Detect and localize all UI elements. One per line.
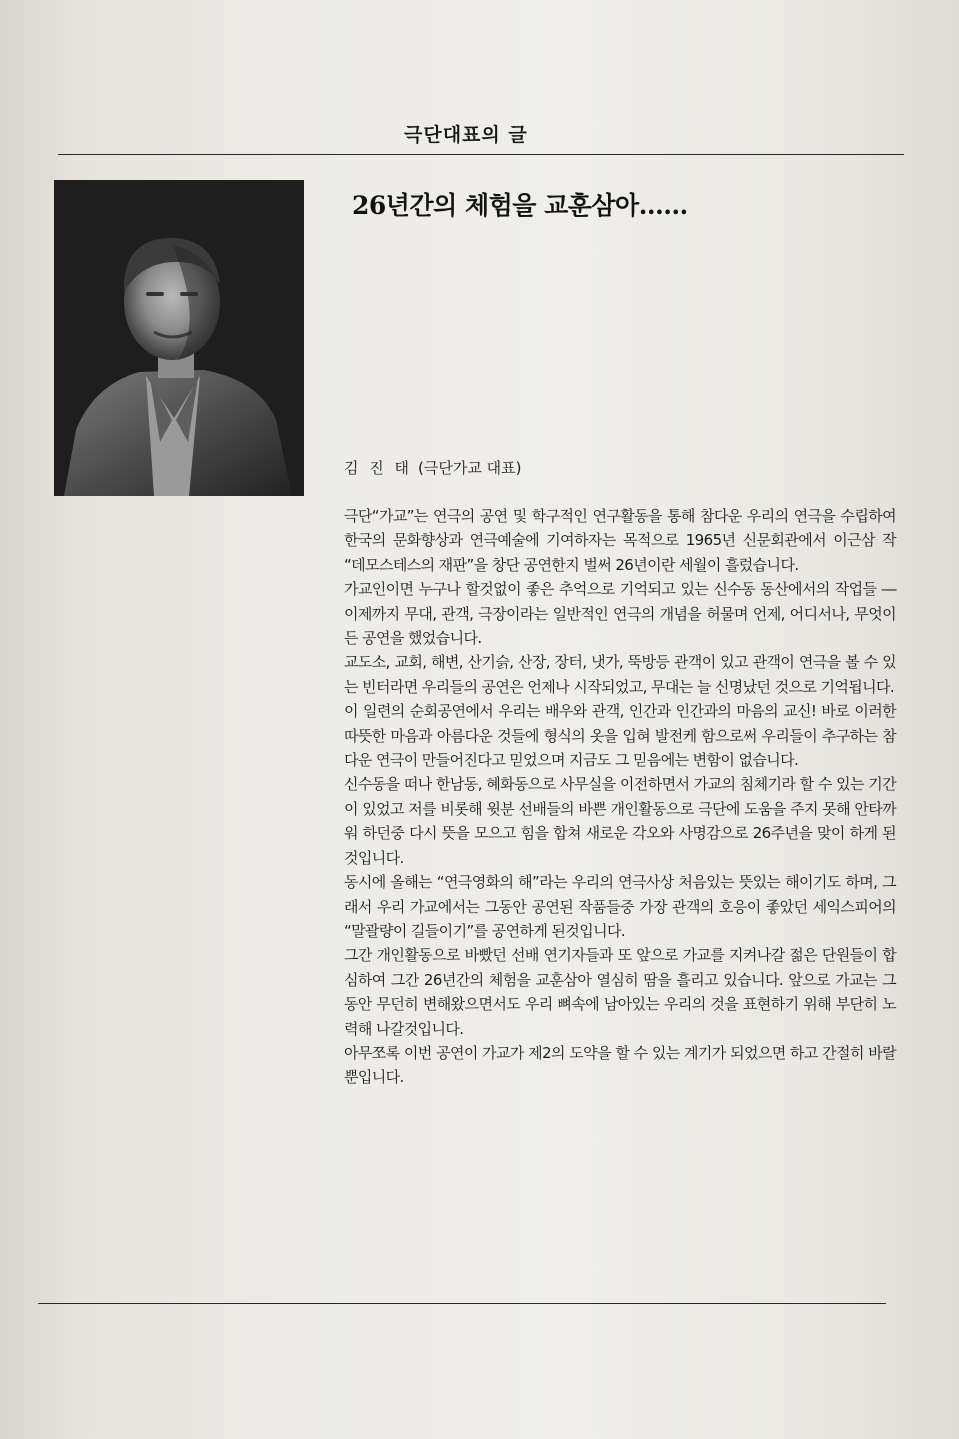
paragraph: 그간 개인활동으로 바빴던 선배 연기자들과 또 앞으로 가교를 지켜나갈 젊은 단원들이 합심하여 그간 26년간의 체험을 교훈삼아 열심히 땀을 흘리고 있습니다. 앞으로 가교는 그동안 무던히 변해왔으면서도 우리 뼈속에 남아있는 우리의 것을 표현하기 위해 부단히 노력해 나갈것입니다. [344, 946, 896, 1038]
section-label: 극단대표의 글 [404, 124, 528, 146]
paragraph: 동시에 올해는 “연극영화의 해”라는 우리의 연극사상 처음있는 뜻있는 해이기도 하며, 그래서 우리 가교에서는 그동안 공연된 작품들중 가장 관객의 호응이 좋았던 세익스피어의 “말괄량이 길들이기”를 공연하게 된것입니다. [344, 873, 896, 940]
paragraph: 신수동을 떠나 한남동, 혜화동으로 사무실을 이전하면서 가교의 침체기라 할 수 있는 기간이 있었고 저를 비롯해 윗분 선배들의 바쁜 개인활동으로 극단에 도움을 주지 못해 안타까워 하던중 다시 뜻을 모으고 힘을 합쳐 새로운 각오와 사명감으로 26주년을 맞이 하게 된것입니다. [344, 775, 896, 867]
author-name: 김 진 태 [344, 459, 413, 477]
bottom-divider [38, 1303, 886, 1304]
article-body [344, 504, 896, 1090]
article-headline: 26년간의 체험을 교훈삼아…… [352, 191, 688, 220]
paragraph: 교도소, 교회, 해변, 산기슭, 산장, 장터, 냇가, 뚝방등 관객이 있고 관객이 연극을 볼 수 있는 빈터라면 우리들의 공연은 언제나 시작되었고, 무대는 늘 신명났던 것으로 기억됩니다. [344, 653, 896, 696]
top-divider [58, 154, 904, 155]
author-title: (극단가교 대표) [418, 459, 522, 477]
author-byline [344, 457, 521, 478]
paragraph: 극단“가교”는 연극의 공연 및 학구적인 연구활동을 통해 참다운 우리의 연극을 수립하여 한국의 문화향상과 연극예술에 기여하자는 목적으로 1965년 신문회관에서 이근삼 작 “데모스테스의 재판”을 창단 공연한지 벌써 26년이란 세월이 흘렀습니다. [344, 507, 896, 574]
paragraph: 아무쪼록 이번 공연이 가교가 제2의 도약을 할 수 있는 계기가 되었으면 하고 간절히 바랄뿐입니다. [344, 1043, 896, 1087]
author-photo [54, 180, 304, 496]
paragraph: 가교인이면 누구나 할것없이 좋은 추억으로 기억되고 있는 신수동 동산에서의 작업들 ― 이제까지 무대, 관객, 극장이라는 일반적인 연극의 개념을 허물며 언제, 어디서나, 무엇이든 공연을 했었습니다. [344, 580, 896, 648]
paragraph: 이 일련의 순회공연에서 우리는 배우와 관객, 인간과 인간과의 마음의 교신! 바로 이러한 따뜻한 마음과 아름다운 것들에 형식의 옷을 입혀 발전케 함으로써 우리들이 추구하는 참다운 연극이 만들어진다고 믿었으며 지금도 그 믿음에는 변함이 없습니다. [344, 702, 896, 770]
portrait-image [54, 180, 304, 496]
